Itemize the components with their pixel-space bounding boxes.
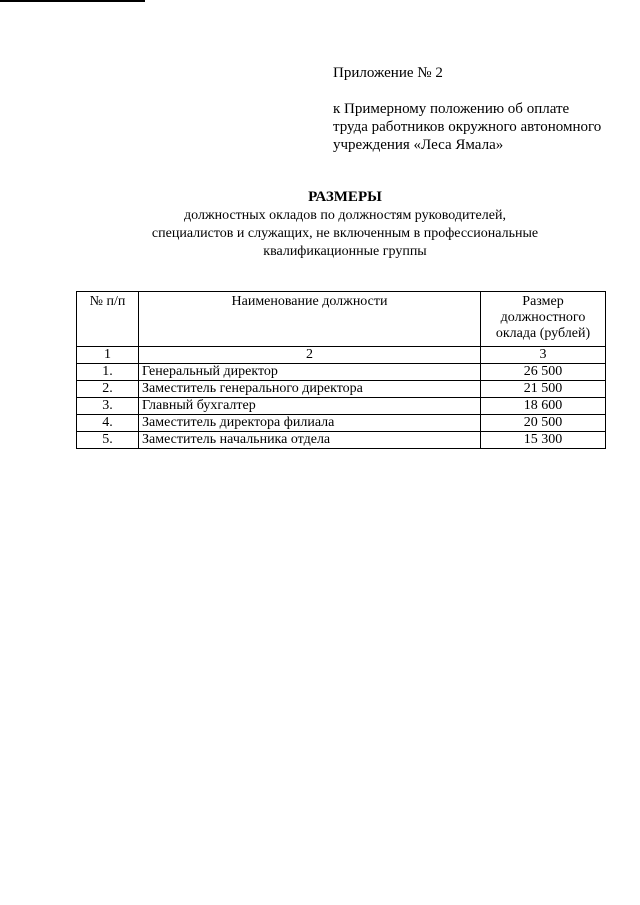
row-position: Заместитель генерального директора <box>139 381 481 398</box>
appendix-block <box>333 64 601 154</box>
appendix-number: Приложение № 2 <box>333 65 443 81</box>
table-row <box>77 398 606 415</box>
row-salary: 18 600 <box>481 398 606 415</box>
document-heading <box>60 188 630 261</box>
row-position: Главный бухгалтер <box>139 398 481 415</box>
column-index-row <box>77 347 606 364</box>
document-subtitle-line: специалистов и служащих, не включенным в профессиональные <box>151 226 539 241</box>
row-position: Генеральный директор <box>139 364 481 381</box>
header-salary <box>481 292 606 347</box>
table-header-row <box>77 292 606 347</box>
row-number: 1. <box>77 364 139 381</box>
scan-edge-mark <box>0 0 145 2</box>
header-salary-line: должностного <box>500 310 586 325</box>
header-number: № п/п <box>77 292 139 347</box>
appendix-line: учреждения «Леса Ямала» <box>333 137 504 153</box>
document-subtitle-line: должностных окладов по должностям руководителей, <box>184 208 506 223</box>
row-salary: 20 500 <box>481 415 606 432</box>
column-index: 2 <box>139 347 481 364</box>
row-position: Заместитель директора филиала <box>139 415 481 432</box>
row-salary: 21 500 <box>481 381 606 398</box>
row-position: Заместитель начальника отдела <box>139 432 481 449</box>
table-row <box>77 381 606 398</box>
row-number: 2. <box>77 381 139 398</box>
column-index: 1 <box>77 347 139 364</box>
appendix-line: труда работников окружного автономного <box>333 119 602 135</box>
row-salary: 26 500 <box>481 364 606 381</box>
table-row <box>77 432 606 449</box>
row-number: 5. <box>77 432 139 449</box>
column-index: 3 <box>481 347 606 364</box>
document-title: РАЗМЕРЫ <box>308 189 382 205</box>
header-salary-line: Размер <box>522 294 564 309</box>
header-position: Наименование должности <box>139 292 481 347</box>
salary-table <box>76 291 606 449</box>
document-subtitle-line: квалификационные группы <box>263 244 427 259</box>
table-row <box>77 415 606 432</box>
row-number: 3. <box>77 398 139 415</box>
row-salary: 15 300 <box>481 432 606 449</box>
header-salary-line: оклада (рублей) <box>495 326 591 341</box>
table-row <box>77 364 606 381</box>
row-number: 4. <box>77 415 139 432</box>
appendix-line: к Примерному положению об оплате <box>333 101 570 117</box>
